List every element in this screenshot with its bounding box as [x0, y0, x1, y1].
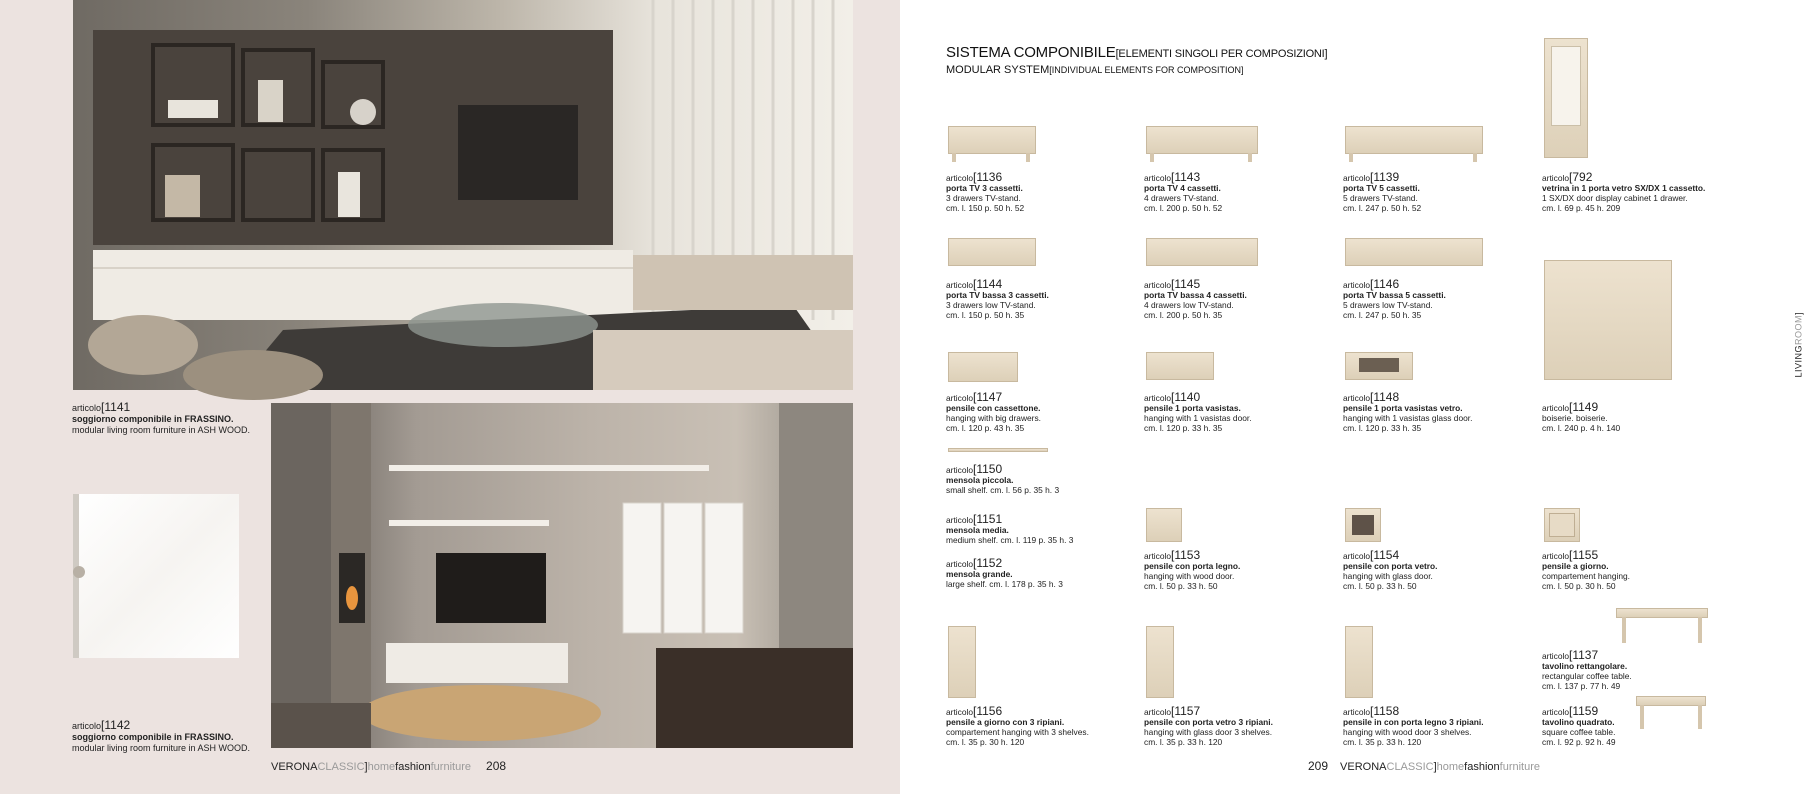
- dimensions: cm. l. 120 p. 33 h. 35: [1343, 423, 1422, 433]
- article-bracket: [: [101, 400, 105, 414]
- article-bracket: [: [973, 704, 977, 718]
- subtitle-sub: [INDIVIDUAL ELEMENTS FOR COMPOSITION]: [1049, 65, 1244, 75]
- description-it: pensile a giorno con 3 ripiani.: [946, 717, 1065, 727]
- description-it: vetrina in 1 porta vetro SX/DX 1 cassetto.: [1542, 183, 1706, 193]
- tagline-furniture: furniture: [1499, 761, 1541, 773]
- product-image: [1542, 36, 1732, 168]
- product-image: [1616, 608, 1708, 644]
- article-bracket: [: [973, 556, 977, 570]
- article-prefix: articolo: [1144, 707, 1171, 717]
- article-bracket: [: [1171, 548, 1175, 562]
- article-number: 1155: [1572, 548, 1599, 562]
- article-prefix: articolo: [1343, 393, 1370, 403]
- brand-bracket: ]: [364, 761, 368, 773]
- brand-name: VERONA: [1340, 761, 1387, 773]
- ash-wood-swatch: [73, 494, 239, 658]
- description-it: pensile 1 porta vasistas.: [1144, 403, 1241, 413]
- product-image: [946, 230, 1136, 275]
- article-number: 1141: [104, 400, 131, 414]
- product-1156: [946, 626, 1136, 747]
- product-1145: [1144, 230, 1334, 320]
- dimensions: cm. l. 92 p. 92 h. 49: [1542, 737, 1616, 747]
- product-1148: [1343, 348, 1533, 433]
- page-subtitle: [946, 64, 1244, 76]
- tagline-fashion: fashion: [395, 761, 431, 773]
- article-number: 1139: [1373, 170, 1400, 184]
- caption-1142: [72, 720, 250, 754]
- right-page: [900, 0, 1804, 794]
- footer-left: [271, 759, 506, 773]
- product-1157: [1144, 626, 1334, 747]
- product-image: [1144, 230, 1334, 275]
- description-en: 5 drawers TV-stand.: [1343, 193, 1418, 203]
- product-1153: [1144, 506, 1334, 591]
- article-prefix: articolo: [72, 403, 102, 413]
- article-bracket: [: [1370, 704, 1374, 718]
- description-it: pensile a giorno.: [1542, 561, 1609, 571]
- brand-collection: CLASSIC: [1386, 761, 1434, 773]
- article-number: 1149: [1572, 400, 1599, 414]
- description-it: pensile con porta vetro 3 ripiani.: [1144, 717, 1273, 727]
- product-1140: [1144, 348, 1334, 433]
- article-bracket: [: [1171, 277, 1175, 291]
- description-it: pensile in con porta legno 3 ripiani.: [1343, 717, 1484, 727]
- description-it: porta TV bassa 3 cassetti.: [946, 290, 1049, 300]
- description-it: pensile con porta legno.: [1144, 561, 1241, 571]
- side-section-label: [1794, 312, 1804, 378]
- article-number: 1153: [1174, 548, 1201, 562]
- article-number: 1151: [976, 512, 1003, 526]
- product-image: [1144, 506, 1334, 546]
- description-it: soggiorno componibile in FRASSINO.: [72, 414, 234, 424]
- brand-bracket: ]: [1433, 761, 1437, 773]
- article-prefix: articolo: [946, 393, 973, 403]
- product-1150: [946, 446, 1136, 495]
- article-number: 1140: [1174, 390, 1201, 404]
- description-en: modular living room furniture in ASH WOOD.: [72, 743, 251, 753]
- article-prefix: articolo: [1144, 280, 1171, 290]
- living-room-illustration-2: [271, 403, 853, 748]
- product-image: [1343, 118, 1533, 168]
- description-it: porta TV 4 cassetti.: [1144, 183, 1221, 193]
- article-number: 1159: [1572, 704, 1599, 718]
- product-image: [1343, 506, 1533, 546]
- article-prefix: articolo: [1542, 551, 1569, 561]
- description-en: large shelf. cm. l. 178 p. 35 h. 3: [946, 579, 1063, 589]
- description-it: porta TV 3 cassetti.: [946, 183, 1023, 193]
- article-number: 792: [1572, 170, 1593, 184]
- product-1147: [946, 348, 1136, 433]
- article-prefix: articolo: [1144, 393, 1171, 403]
- article-prefix: articolo: [1542, 707, 1569, 717]
- description-it: tavolino quadrato.: [1542, 717, 1615, 727]
- dimensions: cm. l. 200 p. 50 h. 52: [1144, 203, 1223, 213]
- description-en: 4 drawers low TV-stand.: [1144, 300, 1234, 310]
- side-label-bracket: ]: [1794, 312, 1804, 316]
- product-792: [1542, 36, 1732, 213]
- product-image: [946, 118, 1136, 168]
- description-en: hanging with wood door.: [1144, 571, 1235, 581]
- article-prefix: articolo: [1144, 173, 1171, 183]
- article-prefix: articolo: [1542, 403, 1569, 413]
- description-en: modular living room furniture in ASH WOOD.: [72, 425, 251, 435]
- handle-icon: [71, 564, 91, 584]
- article-number: 1154: [1373, 548, 1400, 562]
- description-it: pensile con cassettone.: [946, 403, 1041, 413]
- footer-right: [1308, 759, 1540, 773]
- tagline-home: home: [1436, 761, 1465, 773]
- product-1144: [946, 230, 1136, 320]
- article-bracket: [: [101, 718, 105, 732]
- description-en: compartement hanging.: [1542, 571, 1630, 581]
- tagline-home: home: [367, 761, 396, 773]
- article-number: 1143: [1174, 170, 1201, 184]
- description-en: hanging with glass door.: [1343, 571, 1433, 581]
- description-it: mensola media.: [946, 525, 1009, 535]
- description-en: small shelf. cm. l. 56 p. 35 h. 3: [946, 485, 1060, 495]
- description-it: mensola grande.: [946, 569, 1013, 579]
- page-number: 209: [1308, 759, 1329, 773]
- article-bracket: [: [973, 390, 977, 404]
- article-prefix: articolo: [946, 280, 973, 290]
- dimensions: cm. l. 50 p. 33 h. 50: [1343, 581, 1417, 591]
- product-1159: [1542, 706, 1732, 747]
- article-number: 1156: [976, 704, 1003, 718]
- living-room-illustration-1: [73, 0, 853, 390]
- dimensions: cm. l. 120 p. 33 h. 35: [1144, 423, 1223, 433]
- article-number: 1137: [1572, 648, 1599, 662]
- article-number: 1142: [104, 718, 131, 732]
- article-prefix: articolo: [1542, 651, 1569, 661]
- dimensions: cm. l. 50 p. 33 h. 50: [1144, 581, 1218, 591]
- description-en: rectangular coffee table.: [1542, 671, 1632, 681]
- description-en: 3 drawers TV-stand.: [946, 193, 1021, 203]
- product-1146: [1343, 230, 1533, 320]
- article-bracket: [: [973, 462, 977, 476]
- dimensions: cm. l. 240 p. 4 h. 140: [1542, 423, 1621, 433]
- description-en: hanging with big drawers.: [946, 413, 1041, 423]
- article-prefix: articolo: [946, 173, 973, 183]
- description-en: hanging with wood door 3 shelves.: [1343, 727, 1472, 737]
- description-it: tavolino rettangolare.: [1542, 661, 1628, 671]
- article-bracket: [: [1569, 704, 1573, 718]
- dimensions: cm. l. 50 p. 30 h. 50: [1542, 581, 1616, 591]
- article-bracket: [: [1370, 277, 1374, 291]
- dimensions: cm. l. 35 p. 30 h. 120: [946, 737, 1025, 747]
- article-bracket: [: [1171, 170, 1175, 184]
- article-prefix: articolo: [1542, 173, 1569, 183]
- description-it: porta TV 5 cassetti.: [1343, 183, 1420, 193]
- product-1136: [946, 118, 1136, 213]
- product-1155: [1542, 506, 1732, 591]
- article-bracket: [: [973, 170, 977, 184]
- description-it: porta TV bassa 5 cassetti.: [1343, 290, 1446, 300]
- product-1139: [1343, 118, 1533, 213]
- article-prefix: articolo: [1343, 707, 1370, 717]
- product-image: [1345, 626, 1373, 698]
- product-1152: [946, 558, 1136, 589]
- side-label-room: ROOM: [1794, 315, 1804, 346]
- article-prefix: articolo: [72, 721, 102, 731]
- article-bracket: [: [1569, 170, 1573, 184]
- article-number: 1157: [1174, 704, 1201, 718]
- brand-name: VERONA: [271, 761, 318, 773]
- product-image: [1636, 696, 1706, 730]
- description-en: hanging with glass door 3 shelves.: [1144, 727, 1273, 737]
- description-en: 4 drawers TV-stand.: [1144, 193, 1219, 203]
- description-en: compartement hanging with 3 shelves.: [946, 727, 1089, 737]
- dimensions: cm. l. 150 p. 50 h. 35: [946, 310, 1025, 320]
- article-bracket: [: [1569, 400, 1573, 414]
- article-prefix: articolo: [1343, 173, 1370, 183]
- product-image: [948, 626, 976, 698]
- product-image: [1146, 626, 1174, 698]
- article-bracket: [: [1370, 548, 1374, 562]
- subtitle-main: MODULAR SYSTEM: [946, 64, 1050, 76]
- article-bracket: [: [1171, 390, 1175, 404]
- product-1158: [1343, 626, 1533, 747]
- product-image: [1144, 118, 1334, 168]
- article-number: 1148: [1373, 390, 1400, 404]
- article-number: 1145: [1174, 277, 1201, 291]
- product-1151: [946, 514, 1136, 545]
- article-prefix: articolo: [946, 559, 973, 569]
- product-image: [1343, 348, 1533, 388]
- living-room-photo-1: [73, 0, 853, 390]
- article-number: 1146: [1373, 277, 1400, 291]
- article-bracket: [: [1569, 648, 1573, 662]
- product-1143: [1144, 118, 1334, 213]
- product-1154: [1343, 506, 1533, 591]
- tagline-furniture: furniture: [430, 761, 471, 773]
- product-image: [946, 446, 1136, 460]
- description-en: square coffee table.: [1542, 727, 1616, 737]
- article-bracket: [: [973, 512, 977, 526]
- article-bracket: [: [1569, 548, 1573, 562]
- dimensions: cm. l. 137 p. 77 h. 49: [1542, 681, 1621, 691]
- dimensions: cm. l. 247 p. 50 h. 35: [1343, 310, 1422, 320]
- dimensions: cm. l. 120 p. 43 h. 35: [946, 423, 1025, 433]
- description-en: hanging with 1 vasistas glass door.: [1343, 413, 1473, 423]
- description-en: 1 SX/DX door display cabinet 1 drawer.: [1542, 193, 1688, 203]
- article-prefix: articolo: [1343, 280, 1370, 290]
- product-image: [1144, 348, 1334, 388]
- article-number: 1152: [976, 556, 1003, 570]
- article-prefix: articolo: [946, 707, 973, 717]
- article-bracket: [: [1171, 704, 1175, 718]
- description-it: soggiorno componibile in FRASSINO.: [72, 732, 234, 742]
- product-image: [1343, 230, 1533, 275]
- description-en: boiserie. boiserie.: [1542, 413, 1608, 423]
- description-en: 3 drawers low TV-stand.: [946, 300, 1036, 310]
- left-page: [0, 0, 900, 794]
- product-image: [1542, 258, 1732, 398]
- side-label-living: LIVING: [1794, 345, 1804, 378]
- brand-collection: CLASSIC: [317, 761, 365, 773]
- description-en: hanging with 1 vasistas door.: [1144, 413, 1252, 423]
- article-number: 1158: [1373, 704, 1400, 718]
- description-en: medium shelf. cm. l. 119 p. 35 h. 3: [946, 535, 1074, 545]
- page-title: [946, 44, 1327, 61]
- description-it: pensile 1 porta vasistas vetro.: [1343, 403, 1463, 413]
- dimensions: cm. l. 35 p. 33 h. 120: [1343, 737, 1422, 747]
- article-number: 1144: [976, 277, 1003, 291]
- article-prefix: articolo: [946, 515, 973, 525]
- article-prefix: articolo: [946, 465, 973, 475]
- article-number: 1150: [976, 462, 1003, 476]
- dimensions: cm. l. 150 p. 50 h. 52: [946, 203, 1025, 213]
- page-number: 208: [486, 759, 507, 773]
- living-room-photo-2: [271, 403, 853, 748]
- product-image: [1542, 506, 1732, 546]
- article-number: 1136: [976, 170, 1003, 184]
- description-it: pensile con porta vetro.: [1343, 561, 1438, 571]
- title-sub: [ELEMENTI SINGOLI PER COMPOSIZIONI]: [1115, 48, 1328, 60]
- tagline-fashion: fashion: [1464, 761, 1500, 773]
- article-bracket: [: [973, 277, 977, 291]
- dimensions: cm. l. 200 p. 50 h. 35: [1144, 310, 1223, 320]
- article-number: 1147: [976, 390, 1003, 404]
- article-bracket: [: [1370, 170, 1374, 184]
- article-bracket: [: [1370, 390, 1374, 404]
- description-en: 5 drawers low TV-stand.: [1343, 300, 1433, 310]
- dimensions: cm. l. 69 p. 45 h. 209: [1542, 203, 1621, 213]
- caption-1141: [72, 402, 250, 436]
- article-prefix: articolo: [1144, 551, 1171, 561]
- product-1137: [1542, 612, 1732, 691]
- description-it: mensola piccola.: [946, 475, 1014, 485]
- description-it: porta TV bassa 4 cassetti.: [1144, 290, 1247, 300]
- title-main: SISTEMA COMPONIBILE: [946, 44, 1116, 61]
- dimensions: cm. l. 35 p. 33 h. 120: [1144, 737, 1223, 747]
- product-1149: [1542, 258, 1732, 433]
- dimensions: cm. l. 247 p. 50 h. 52: [1343, 203, 1422, 213]
- article-prefix: articolo: [1343, 551, 1370, 561]
- product-image: [946, 348, 1136, 388]
